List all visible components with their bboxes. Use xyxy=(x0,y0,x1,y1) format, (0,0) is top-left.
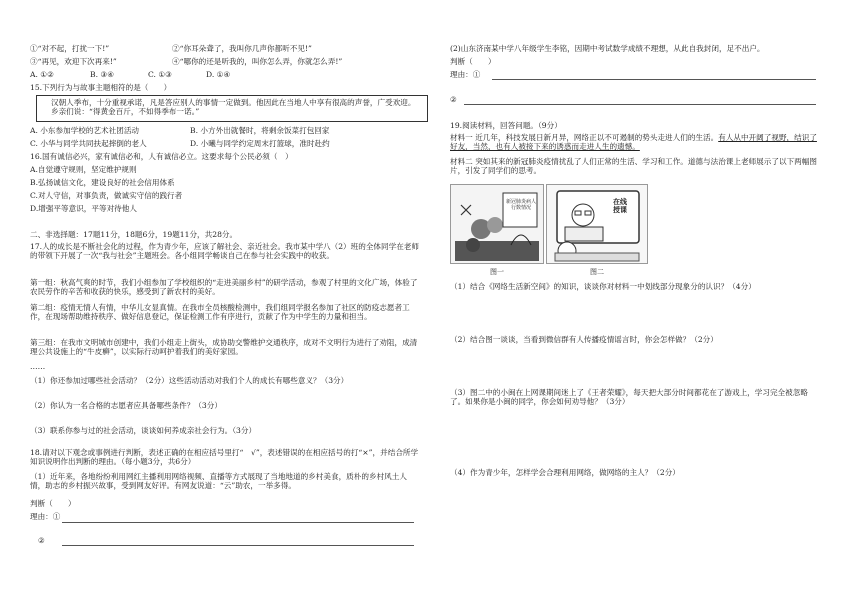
q15-story: 汉朝人季布，十分重视承诺，凡是答应别人的事情一定做到。他因此在当地人中享有很高的声誉，广受欢迎。乡亲们说：“得黄金百斤，不如得季布一诺。” xyxy=(51,98,416,117)
q15-choice-a: A. 小东参加学校的艺术社团活动 xyxy=(30,126,140,135)
q18-reason-1-label: 理由：① xyxy=(30,512,61,521)
q14-choice-a: A. ①② xyxy=(30,70,54,79)
q19-material-1 xyxy=(450,133,820,152)
q14-option-4: ④“哪你的还是听我的，叫你怎么弄，你就怎么弄!” xyxy=(172,57,343,66)
q17-group-3: 第三组：在我市文明城市创建中，我们小组走上街头，成协助交警维护交通秩序，成对不文明行为进行了劝阻，成清理公共设施上的“牛皮癣”，以实际行动呵护着我们的美好家园。 xyxy=(30,338,418,357)
q18-sub-2-reason-2-line[interactable] xyxy=(464,104,816,105)
q14-option-1: ①“对不起，打扰一下!” xyxy=(30,44,110,53)
figure-2-illustration xyxy=(547,185,647,263)
q15-stem: 15.下列行为与故事主题相符的是（ ） xyxy=(30,83,172,92)
figure-1-sign: 新冠肺炎病人行数情况 xyxy=(505,199,536,211)
q15-story-box xyxy=(36,95,428,122)
q17-sub-3: （3）联系你参与过的社会活动，谈谈如何养成亲社会行为。（3分） xyxy=(30,426,257,435)
q16-choice-d: D.增强平等意识，平等对待他人 xyxy=(30,204,137,213)
q14-option-2: ②“你耳朵聋了，我叫你几声你都听不见!” xyxy=(172,44,312,53)
q17-ellipsis: …… xyxy=(30,362,46,371)
q19-material-1-label: 材料一 xyxy=(450,133,473,142)
q19-material-2-label: 材料二 xyxy=(450,157,473,166)
q17-sub-2: （2）你认为一名合格的志愿者应具备哪些条件？（3分） xyxy=(30,401,222,410)
q16-stem: 16.国有诚信必兴，家有诚信必和，人有诚信必立。这要求每个公民必须（ ） xyxy=(30,152,293,161)
q17-group-2: 第二组：疫情无情人有情，中华儿女显真情。在我市全员核酸检测中，我们组同学报名参加了社区的防疫志愿者工作，在现场帮助维持秩序、做好信息登记，保证检测工作有序进行，贡献了作为中学生的力量和担当。 xyxy=(30,303,410,322)
q17-intro: 17.人的成长是不断社会化的过程，作为青少年，应该了解社会、亲近社会。我市某中学八（2）班的全体同学在老师的带领下开展了一次“我与社会”主题班会。各小组同学畅谈自己在参与社会实践中的收获。 xyxy=(30,242,419,261)
q18-sub-2-judge: 判断（ ） xyxy=(450,57,496,66)
q18-sub-2-reason-2-label: ② xyxy=(450,95,457,104)
q17-group-1: 第一组：秋高气爽的时节，我们小组参加了学校组织的“走进美丽乡村”的研学活动，参观了村里的文化广场，体验了农民劳作的辛苦和收获的快乐，感受到了新农村的美好。 xyxy=(30,278,418,297)
q19-sub-1: （1）结合《网络生活新空间》的知识，谈谈你对材料一中划线部分现象分的认识？（4分） xyxy=(450,282,756,291)
figure-1-illustration xyxy=(451,185,543,263)
q18-judge: 判断（ ） xyxy=(30,499,76,508)
q15-choice-d: D. 小曦与同学约定周末打篮球，准时赴约 xyxy=(190,139,330,148)
section-2-heading: 二、非选择题：17题11分，18题6分，19题11分，共28分。 xyxy=(30,230,238,239)
q17-sub-1: （1）你还参加过哪些社会活动？（2分）这些活动活动对我们个人的成长有哪些意义？（3分） xyxy=(30,376,349,385)
q16-choice-a: A.自觉遵守规则，坚定维护规则 xyxy=(30,165,137,174)
q16-choice-b: B.弘扬诚信文化，建设良好的社会信用体系 xyxy=(30,178,175,187)
q18-reason-2-line[interactable] xyxy=(62,545,414,546)
q15-choice-c: C. 小华与同学共同扶起摔倒的老人 xyxy=(30,139,147,148)
q19-sub-3: （3）图二中的小闽在上网课期间迷上了《王者荣耀》，每天把大部分时间都花在了游戏上，学习完全被忽略了。如果你是小闽的同学，你会如何劝导他？（3分） xyxy=(450,388,808,407)
q18-sub-2-reason-1-line[interactable] xyxy=(492,79,816,80)
figure-2-sign: 在线授课 xyxy=(613,198,627,214)
q19-material-2 xyxy=(450,157,820,176)
q19-stem: 19.阅读材料，回答问题。（9分） xyxy=(450,121,562,130)
q18-sub-2-reason-1-label: 理由：① xyxy=(450,70,481,79)
q14-choice-c: C. ①③ xyxy=(148,70,172,79)
figure-2-caption: 图二 xyxy=(590,268,604,276)
q18-reason-1-line[interactable] xyxy=(62,522,414,523)
q19-sub-4: （4）作为青少年，怎样学会合理利用网络，做网络的主人？（2分） xyxy=(450,468,680,477)
q18-sub-1: （1）近年来，各地纷纷利用网红主播利用网络视频、直播等方式展现了当地地道的乡村美食，质朴的乡村风土人情，助志的乡村振兴故事，受到网友好评。有网友说道：“云”助农，一举多得。 xyxy=(30,472,407,491)
figure-2-image xyxy=(546,184,648,264)
q19-material-1-text: 近几年，科技发展日新月异，网络正以不可遏制的势头走进人们的生活。 xyxy=(475,133,719,142)
q14-option-3: ③“再见，欢迎下次再来!” xyxy=(30,57,117,66)
q15-choice-b: B. 小方外出就餐时，将剩余饭菜打包回家 xyxy=(190,126,330,135)
q18-stem: 18.请对以下观念或事例进行判断，表述正确的在相应括号里打“ √”，表述错误的在相应括号的打“×”，并结合所学知识说明作出判断的理由。（每小题3分，共6分） xyxy=(30,448,419,467)
q14-choice-b: B. ③④ xyxy=(90,70,115,79)
q19-material-2-text: 突如其来的新冠肺炎疫情扰乱了人们正常的生活、学习和工作。道德与法治课上老师展示了以下两幅图片，引发了同学们的思考。 xyxy=(450,157,817,176)
q19-material-1-underline: 有人从中开阔了视野，结识了好友，当然，也有人被接下来的诱惑而走进人生的遗憾。 xyxy=(450,133,817,152)
q14-choice-d: D. ①④ xyxy=(206,70,231,79)
q18-reason-2-label: ② xyxy=(38,536,45,545)
q19-sub-2: （2）结合图一谈谈，当看到微信群有人传播疫情谣言时，你会怎样做？（2分） xyxy=(450,335,718,344)
figure-1-caption: 图一 xyxy=(490,268,504,276)
q16-choice-c: C.对人守信，对事负责，做诚实守信的践行者 xyxy=(30,191,183,200)
figure-1-image xyxy=(450,184,544,264)
q18-sub-2: (2)山东济南某中学八年级学生李铭，因期中考试数学成绩不理想，从此自我封闭，足不出户。 xyxy=(450,44,765,53)
